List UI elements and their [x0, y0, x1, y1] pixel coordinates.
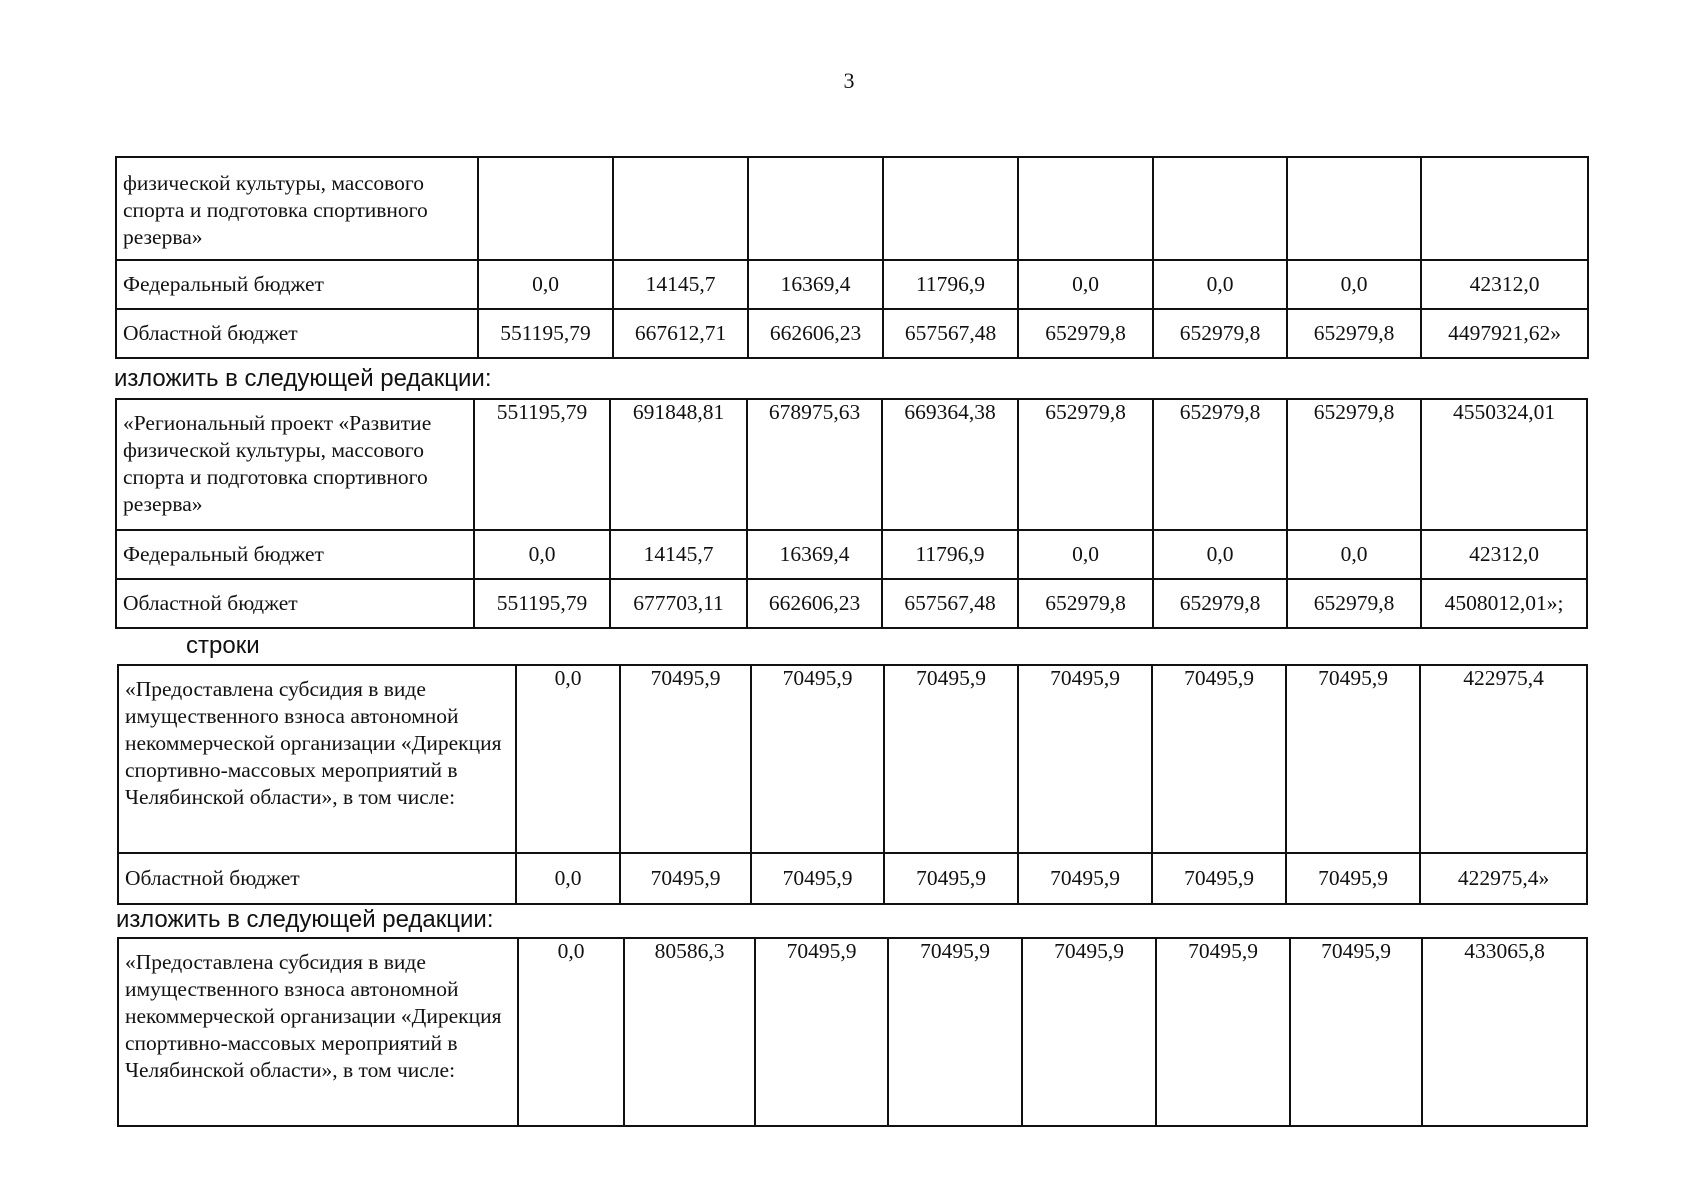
value-cell: 14145,7: [610, 530, 747, 579]
value-cell: 551195,79: [474, 399, 610, 530]
value-cell: 0,0: [1153, 260, 1287, 309]
value-cell: 652979,8: [1153, 309, 1287, 358]
value-cell: 70495,9: [1286, 853, 1420, 904]
total-cell: 4508012,01»;: [1421, 579, 1587, 628]
total-cell: 4497921,62»: [1421, 309, 1588, 358]
value-cell: 667612,71: [613, 309, 748, 358]
empty-cell: [1421, 157, 1588, 260]
value-cell: 0,0: [478, 260, 613, 309]
row-label: физической культуры, массового спорта и подготовка спортивного резерва»: [116, 157, 478, 260]
table-row: [118, 938, 1587, 1126]
table-old-subsidy: [117, 664, 1588, 905]
value-cell: 652979,8: [1287, 399, 1421, 530]
row-label: Областной бюджет: [116, 579, 474, 628]
value-cell: 16369,4: [748, 260, 883, 309]
value-cell: 70495,9: [884, 853, 1018, 904]
value-cell: 70495,9: [1286, 665, 1420, 853]
row-label: «Региональный проект «Развитие физической культуры, массового спорта и подготовка спортивного резерва»: [116, 399, 474, 530]
value-cell: 0,0: [474, 530, 610, 579]
value-cell: 0,0: [1018, 260, 1153, 309]
table-row: [116, 530, 1587, 579]
total-cell: 42312,0: [1421, 530, 1587, 579]
value-cell: 652979,8: [1287, 309, 1421, 358]
value-cell: 11796,9: [882, 530, 1018, 579]
row-label: Областной бюджет: [118, 853, 516, 904]
row-label: Областной бюджет: [116, 309, 478, 358]
value-cell: 678975,63: [747, 399, 882, 530]
table-new-subsidy: [117, 937, 1588, 1127]
value-cell: 0,0: [516, 665, 620, 853]
empty-cell: [1153, 157, 1287, 260]
value-cell: 0,0: [1153, 530, 1287, 579]
value-cell: 70495,9: [884, 665, 1018, 853]
row-label: Федеральный бюджет: [116, 260, 478, 309]
table-row: [116, 157, 1588, 260]
value-cell: 70495,9: [620, 853, 751, 904]
value-cell: 16369,4: [747, 530, 882, 579]
value-cell: 0,0: [1018, 530, 1153, 579]
value-cell: 677703,11: [610, 579, 747, 628]
total-cell: 433065,8: [1422, 938, 1587, 1126]
instruction-edit: изложить в следующей редакции:: [114, 365, 492, 392]
value-cell: 70495,9: [620, 665, 751, 853]
value-cell: 0,0: [516, 853, 620, 904]
table-row: [118, 665, 1587, 853]
total-cell: 4550324,01: [1421, 399, 1587, 530]
row-label: «Предоставлена субсидия в виде имущественного взноса автономной некоммерческой организации «Дирекция спортивно-массовых мероприятий в Челябинской области», в том числе:: [118, 938, 518, 1126]
value-cell: 652979,8: [1018, 579, 1153, 628]
value-cell: 70495,9: [1018, 853, 1152, 904]
page-number: 3: [843, 68, 855, 93]
row-label: «Предоставлена субсидия в виде имущественного взноса автономной некоммерческой организации «Дирекция спортивно-массовых мероприятий в Челябинской области», в том числе:: [118, 665, 516, 853]
value-cell: 70495,9: [1018, 665, 1152, 853]
value-cell: 11796,9: [883, 260, 1018, 309]
value-cell: 691848,81: [610, 399, 747, 530]
value-cell: 669364,38: [882, 399, 1018, 530]
row-label: Федеральный бюджет: [116, 530, 474, 579]
value-cell: 652979,8: [1018, 399, 1153, 530]
value-cell: 70495,9: [888, 938, 1022, 1126]
table-row: [116, 579, 1587, 628]
value-cell: 70495,9: [1290, 938, 1422, 1126]
total-cell: 42312,0: [1421, 260, 1588, 309]
empty-cell: [1287, 157, 1421, 260]
value-cell: 70495,9: [1152, 665, 1286, 853]
value-cell: 70495,9: [755, 938, 888, 1126]
total-cell: 422975,4: [1420, 665, 1587, 853]
value-cell: 652979,8: [1287, 579, 1421, 628]
table-row: [116, 260, 1588, 309]
instruction-lines: строки: [186, 632, 260, 659]
value-cell: 657567,48: [883, 309, 1018, 358]
value-cell: 14145,7: [613, 260, 748, 309]
value-cell: 70495,9: [1156, 938, 1290, 1126]
value-cell: 0,0: [1287, 260, 1421, 309]
value-cell: 652979,8: [1153, 579, 1287, 628]
value-cell: 657567,48: [882, 579, 1018, 628]
table-row: [116, 309, 1588, 358]
value-cell: 0,0: [1287, 530, 1421, 579]
instruction-edit: изложить в следующей редакции:: [116, 906, 494, 933]
value-cell: 652979,8: [1018, 309, 1153, 358]
value-cell: 80586,3: [624, 938, 755, 1126]
value-cell: 70495,9: [751, 853, 884, 904]
empty-cell: [478, 157, 613, 260]
value-cell: 70495,9: [1152, 853, 1286, 904]
table-old-regional-project: [115, 156, 1589, 359]
value-cell: 652979,8: [1153, 399, 1287, 530]
empty-cell: [613, 157, 748, 260]
table-row: [116, 399, 1587, 530]
empty-cell: [883, 157, 1018, 260]
value-cell: 70495,9: [1022, 938, 1156, 1126]
empty-cell: [1018, 157, 1153, 260]
value-cell: 70495,9: [751, 665, 884, 853]
value-cell: 0,0: [518, 938, 624, 1126]
value-cell: 662606,23: [747, 579, 882, 628]
total-cell: 422975,4»: [1420, 853, 1587, 904]
empty-cell: [748, 157, 883, 260]
table-new-regional-project: [115, 398, 1588, 629]
value-cell: 551195,79: [474, 579, 610, 628]
table-row: [118, 853, 1587, 904]
value-cell: 551195,79: [478, 309, 613, 358]
value-cell: 662606,23: [748, 309, 883, 358]
